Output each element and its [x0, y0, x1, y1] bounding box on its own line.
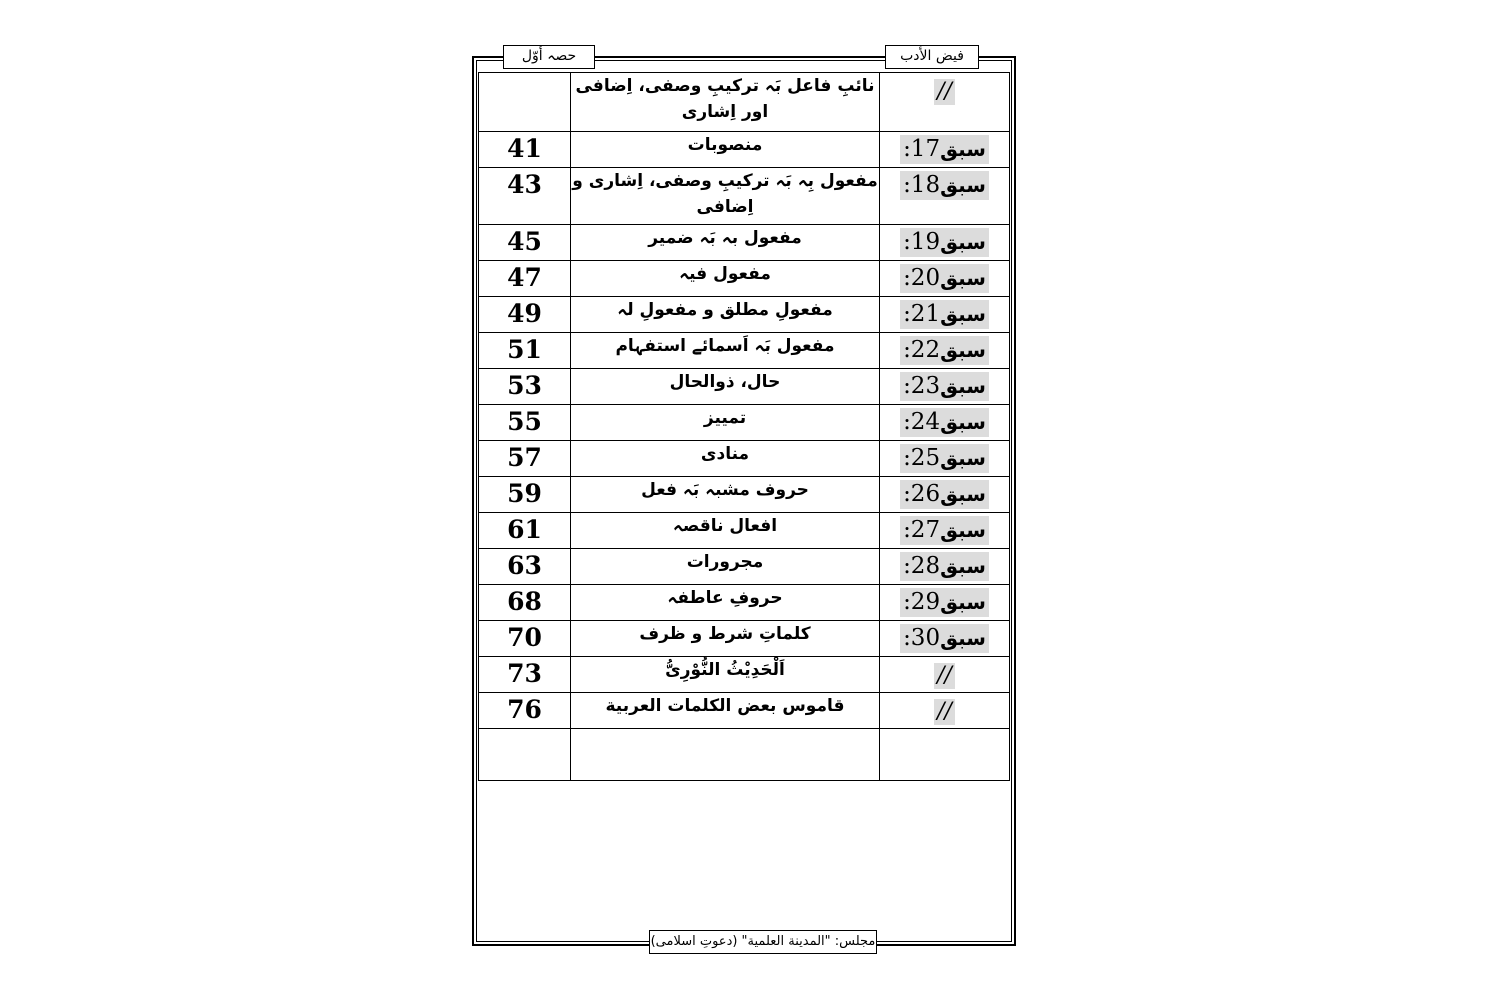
lesson-title: منصوبات [571, 132, 880, 168]
table-row [479, 168, 1010, 225]
lesson-cell [880, 369, 1010, 405]
lesson-title: حروف مشبہ بَہ فعل [571, 477, 880, 513]
lesson-label [900, 588, 989, 617]
lesson-label [900, 171, 989, 200]
lesson-cell [880, 477, 1010, 513]
lesson-cell [880, 693, 1010, 729]
page-number [479, 73, 571, 132]
book-title-label: فیض الأدب [885, 45, 979, 69]
lesson-word: سبق [940, 554, 986, 578]
lesson-label [900, 135, 989, 164]
lesson-word: سبق [940, 302, 986, 326]
table-row [479, 369, 1010, 405]
lesson-number: :19 [903, 229, 941, 255]
lesson-number: :17 [903, 136, 941, 162]
lesson-cell [880, 657, 1010, 693]
lesson-cell [880, 225, 1010, 261]
lesson-title: قاموس بعض الکلمات العربیة [571, 693, 880, 729]
lesson-cell [880, 729, 1010, 781]
table-row [479, 585, 1010, 621]
page-number: 59 [479, 477, 571, 513]
lesson-label [900, 264, 989, 293]
publisher-footer: مجلس: "المدینة العلمیة" (دعوتِ اسلامی) [649, 930, 877, 954]
lesson-title: افعال ناقصہ [571, 513, 880, 549]
lesson-title: مفعول فیہ [571, 261, 880, 297]
lesson-label [900, 408, 989, 437]
table-row [479, 693, 1010, 729]
lesson-label [900, 444, 989, 473]
ditto-mark: // [934, 663, 955, 689]
lesson-label [900, 480, 989, 509]
page-number: 47 [479, 261, 571, 297]
lesson-title: تمییز [571, 405, 880, 441]
page-number: 41 [479, 132, 571, 168]
lesson-number: :18 [903, 172, 941, 198]
lesson-cell [880, 297, 1010, 333]
lesson-title: اَلْحَدِیْثُ النُّوْرِیُّ [571, 657, 880, 693]
lesson-cell [880, 168, 1010, 225]
lesson-title: منادی [571, 441, 880, 477]
page-number: 51 [479, 333, 571, 369]
table-row [479, 73, 1010, 132]
lesson-title: مفعول بہ بَہ ضمیر [571, 225, 880, 261]
page-number: 76 [479, 693, 571, 729]
table-row [479, 333, 1010, 369]
lesson-number: :24 [903, 409, 941, 435]
lesson-cell [880, 405, 1010, 441]
lesson-cell [880, 73, 1010, 132]
volume-label: حصہ أوّل [503, 45, 595, 69]
table-row [479, 225, 1010, 261]
page-number: 63 [479, 549, 571, 585]
lesson-label [900, 516, 989, 545]
page-number: 49 [479, 297, 571, 333]
page-number: 43 [479, 168, 571, 225]
table-row [479, 132, 1010, 168]
toc-body [479, 73, 1010, 781]
table-row [479, 729, 1010, 781]
lesson-title [571, 729, 880, 781]
lesson-word: سبق [940, 173, 986, 197]
lesson-word: سبق [940, 410, 986, 434]
lesson-cell [880, 261, 1010, 297]
lesson-cell [880, 441, 1010, 477]
lesson-cell [880, 132, 1010, 168]
lesson-word: سبق [940, 482, 986, 506]
table-row [479, 657, 1010, 693]
table-row [479, 513, 1010, 549]
lesson-word: سبق [940, 518, 986, 542]
lesson-number: :30 [903, 625, 941, 651]
lesson-cell [880, 513, 1010, 549]
lesson-number: :27 [903, 517, 941, 543]
table-row [479, 621, 1010, 657]
lesson-title: نائبِ فاعل بَہ ترکیبِ وصفی، اِضافی اور اِشاری [571, 73, 880, 132]
lesson-word: سبق [940, 266, 986, 290]
lesson-cell [880, 621, 1010, 657]
lesson-word: سبق [940, 338, 986, 362]
ditto-mark: // [934, 699, 955, 725]
table-row [479, 441, 1010, 477]
page-number: 61 [479, 513, 571, 549]
table-row [479, 405, 1010, 441]
lesson-title: مجرورات [571, 549, 880, 585]
lesson-word: سبق [940, 230, 986, 254]
lesson-number: :20 [903, 265, 941, 291]
page-number: 70 [479, 621, 571, 657]
lesson-word: سبق [940, 626, 986, 650]
lesson-number: :29 [903, 589, 941, 615]
lesson-cell [880, 549, 1010, 585]
lesson-title: مفعول بِہ بَہ ترکیبِ وصفی، اِشاری و اِضافی [571, 168, 880, 225]
lesson-number: :23 [903, 373, 941, 399]
lesson-word: سبق [940, 590, 986, 614]
table-row [479, 549, 1010, 585]
lesson-title: حال، ذوالحال [571, 369, 880, 405]
lesson-label [900, 336, 989, 365]
lesson-cell [880, 333, 1010, 369]
lesson-word: سبق [940, 374, 986, 398]
page-number: 73 [479, 657, 571, 693]
table-row [479, 261, 1010, 297]
page-number [479, 729, 571, 781]
lesson-label [900, 624, 989, 653]
table-of-contents [478, 72, 1010, 781]
lesson-number: :22 [903, 337, 941, 363]
lesson-label [900, 228, 989, 257]
table-row [479, 297, 1010, 333]
ditto-mark: // [934, 79, 955, 105]
page-number: 68 [479, 585, 571, 621]
lesson-title: کلماتِ شرط و ظرف [571, 621, 880, 657]
page-number: 57 [479, 441, 571, 477]
page-number: 45 [479, 225, 571, 261]
table-row [479, 477, 1010, 513]
lesson-word: سبق [940, 446, 986, 470]
lesson-title: مفعولِ مطلق و مفعولِ لہ [571, 297, 880, 333]
page-number: 53 [479, 369, 571, 405]
lesson-number: :26 [903, 481, 941, 507]
lesson-label [900, 372, 989, 401]
lesson-title: مفعول بَہ اَسمائے استفہام [571, 333, 880, 369]
lesson-word: سبق [940, 137, 986, 161]
lesson-label [900, 300, 989, 329]
lesson-cell [880, 585, 1010, 621]
lesson-label [900, 552, 989, 581]
lesson-number: :21 [903, 301, 941, 327]
lesson-number: :28 [903, 553, 941, 579]
lesson-number: :25 [903, 445, 941, 471]
lesson-title: حروفِ عاطفہ [571, 585, 880, 621]
page-number: 55 [479, 405, 571, 441]
